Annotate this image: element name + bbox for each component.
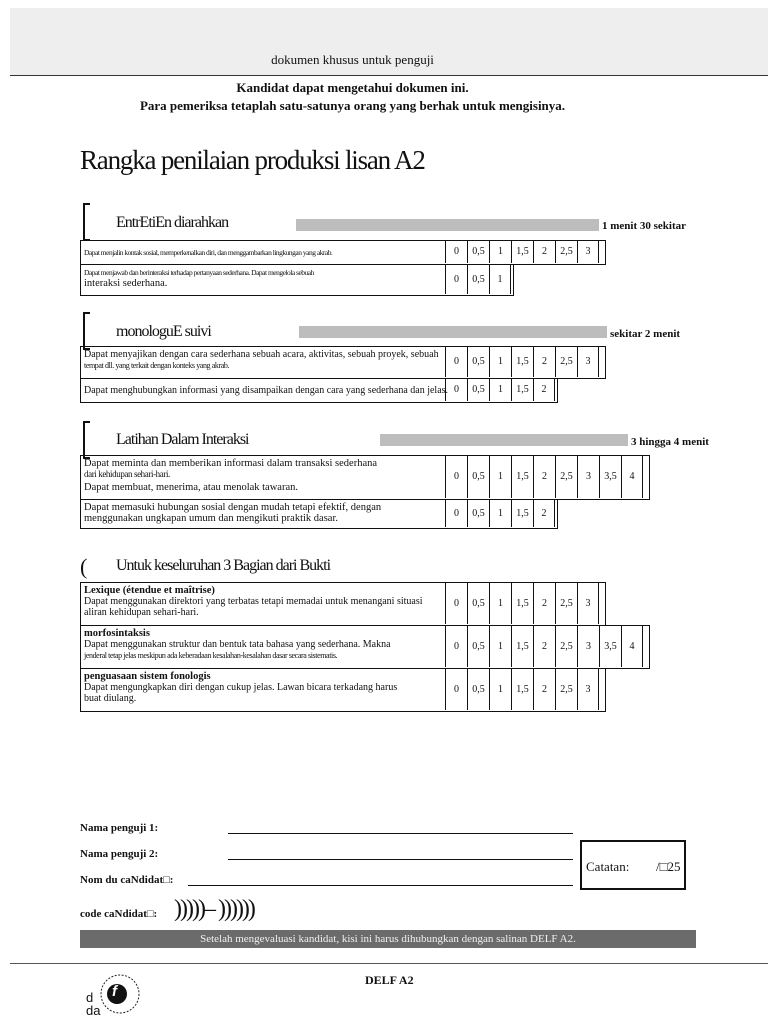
- criterion-text: Dapat memasuki hubungan sosial dengan mudah tetapi efektif, dengan: [84, 502, 382, 513]
- criterion-heading: morfosintaksis: [84, 628, 150, 639]
- score-cell[interactable]: 0,5: [467, 582, 489, 624]
- score-cell[interactable]: 1,5: [511, 378, 533, 401]
- criterion-text: Dapat menghubungkan informasi yang disampaikan dengan cara yang sederhana dan jelas.: [84, 385, 449, 396]
- score-cell[interactable]: 1,5: [511, 499, 533, 527]
- score-cell[interactable]: 4: [621, 455, 643, 498]
- score-cells: [445, 625, 643, 667]
- score-cell[interactable]: 0: [445, 378, 467, 401]
- note-label: Catatan:: [586, 859, 630, 874]
- candidate-code-label: code caNdidat□:: [80, 908, 158, 920]
- header-label: dokumen khusus untuk penguji: [271, 52, 434, 67]
- criterion-text: aliran kehidupan sehari-hari.: [84, 607, 199, 618]
- section-paren: (: [80, 554, 88, 579]
- time-bar: [296, 219, 599, 231]
- criterion-text: Dapat menjalin kontak sosial, memperkenalkan diri, dan menggambarkan lingkungan yang akrab.: [84, 248, 333, 257]
- section-time: 1 menit 30 sekitar: [602, 220, 687, 232]
- score-cell[interactable]: 2,5: [555, 455, 577, 498]
- score-cell[interactable]: 1,5: [511, 582, 533, 624]
- score-cell[interactable]: 0,5: [467, 378, 489, 401]
- score-cell[interactable]: 1,5: [511, 455, 533, 498]
- score-cell[interactable]: 2,5: [555, 346, 577, 377]
- document-title: Rangka penilaian produksi lisan A2: [80, 145, 425, 175]
- score-cell[interactable]: 3: [577, 668, 599, 710]
- score-cell[interactable]: 0: [445, 240, 467, 263]
- score-cell[interactable]: 1: [489, 455, 511, 498]
- score-cell[interactable]: 0: [445, 264, 467, 294]
- criterion-text: Dapat menyajikan dengan cara sederhana sebuah acara, aktivitas, sebuah proyek, sebuah: [84, 349, 439, 360]
- score-box: [580, 840, 686, 890]
- criterion-text: dari kehidupan sehari-hari.: [84, 469, 170, 479]
- score-cell[interactable]: 1: [489, 668, 511, 710]
- criterion-row: [80, 378, 558, 403]
- criterion-text: Dapat menjawab dan berinteraksi terhadap pertanyaan sederhana. Dapat mengelola sebuah: [84, 268, 314, 277]
- score-cell[interactable]: 2: [533, 455, 555, 498]
- criterion-text: buat diulang.: [84, 693, 137, 704]
- score-cells: [445, 499, 555, 527]
- score-cell[interactable]: 1,5: [511, 625, 533, 667]
- section-title: monologuE suivi: [116, 323, 211, 340]
- examiner2-field[interactable]: [228, 859, 573, 860]
- score-cell[interactable]: 3: [577, 240, 599, 263]
- criterion-row: [80, 264, 514, 296]
- score-cell[interactable]: 0,5: [467, 346, 489, 377]
- score-cell[interactable]: 2,5: [555, 625, 577, 667]
- score-cell[interactable]: 0,5: [467, 625, 489, 667]
- criterion-text: Dapat menggunakan struktur dan bentuk tata bahasa yang sederhana. Makna: [84, 639, 391, 650]
- section-title: Untuk keseluruhan 3 Bagian dari Bukti: [116, 557, 331, 574]
- section-time: sekitar 2 menit: [610, 328, 681, 340]
- score-cell[interactable]: 0: [445, 499, 467, 527]
- score-cell[interactable]: 1: [489, 499, 511, 527]
- examiner2-label: Nama penguji 2:: [80, 848, 159, 860]
- score-cells: [445, 582, 599, 624]
- criterion-text: Dapat membuat, menerima, atau menolak tawaran.: [84, 482, 298, 493]
- criterion-row: [80, 582, 606, 626]
- criterion-row: [80, 346, 606, 379]
- score-cell[interactable]: 2: [533, 346, 555, 377]
- score-cell[interactable]: 3: [577, 455, 599, 498]
- score-cell[interactable]: 1: [489, 625, 511, 667]
- criterion-text: Dapat meminta dan memberikan informasi dalam transaksi sederhana: [84, 458, 378, 469]
- score-cell[interactable]: 2,5: [555, 668, 577, 710]
- score-cells: [445, 264, 511, 294]
- score-cell[interactable]: 1,5: [511, 240, 533, 263]
- candidate-code-field[interactable]: )))))– )))))): [174, 896, 254, 922]
- time-bar: [380, 434, 628, 446]
- score-cell[interactable]: 3,5: [599, 455, 621, 498]
- criterion-heading: Lexique (étendue et maîtrise): [84, 585, 215, 596]
- score-cell[interactable]: 2: [533, 668, 555, 710]
- score-cell[interactable]: 1: [489, 378, 511, 401]
- note-total[interactable]: /□25: [656, 859, 681, 874]
- score-cell[interactable]: 2,5: [555, 582, 577, 624]
- score-cell[interactable]: 1: [489, 240, 511, 263]
- examiner1-field[interactable]: [228, 833, 573, 834]
- score-cell[interactable]: 3: [577, 582, 599, 624]
- score-cell[interactable]: 1,5: [511, 346, 533, 377]
- logo-letter: f: [112, 983, 117, 1000]
- section-time: 3 hingga 4 menit: [631, 436, 709, 448]
- score-cell[interactable]: 0: [445, 582, 467, 624]
- criterion-text: tempat dll. yang terkait dengan konteks yang akrab.: [84, 361, 230, 370]
- score-cell[interactable]: 3,5: [599, 625, 621, 667]
- criterion-heading: penguasaan sistem fonologis: [84, 671, 211, 682]
- criterion-text: Dapat menggunakan direktori yang terbatas tetapi memadai untuk menangani situasi: [84, 596, 423, 607]
- notice-line-1: Kandidat dapat mengetahui dokumen ini.: [236, 80, 469, 95]
- score-cell[interactable]: 3: [577, 346, 599, 377]
- time-bar: [299, 326, 607, 338]
- instruction-bar: Setelah mengevaluasi kandidat, kisi ini harus dihubungkan dengan salinan DELF A2.: [80, 930, 696, 948]
- score-cell[interactable]: 2: [533, 499, 555, 527]
- criterion-row: [80, 240, 606, 265]
- score-cells: [445, 455, 643, 498]
- criterion-text: menggunakan ungkapan umum dan mengikuti praktik dasar.: [84, 513, 338, 524]
- score-cell[interactable]: 2: [533, 625, 555, 667]
- score-cell[interactable]: 0,5: [467, 240, 489, 263]
- candidate-name-label: Nom du caNdidat□:: [80, 874, 174, 886]
- score-cells: [445, 240, 599, 263]
- score-cell[interactable]: 2: [533, 378, 555, 401]
- notice-line-2: Para pemeriksa tetaplah satu-satunya orang yang berhak untuk mengisinya.: [139, 98, 566, 113]
- criterion-row: [80, 455, 650, 500]
- section-title: EntrEtiEn diarahkan: [116, 214, 229, 231]
- criterion-text: Dapat mengungkapkan diri dengan cukup jelas. Lawan bicara terkadang harus: [84, 682, 398, 693]
- section-bracket: [83, 203, 90, 241]
- score-cell[interactable]: 0,5: [467, 668, 489, 710]
- score-cell[interactable]: 0: [445, 668, 467, 710]
- svg-text:da: da: [86, 1003, 101, 1016]
- score-cell[interactable]: 2: [533, 240, 555, 263]
- score-cell[interactable]: 2: [533, 582, 555, 624]
- score-cell[interactable]: 0,5: [467, 455, 489, 498]
- score-cell[interactable]: 0,5: [467, 499, 489, 527]
- criterion-text: interaksi sederhana.: [84, 278, 168, 289]
- candidate-name-field[interactable]: [188, 885, 573, 886]
- section-title: Latihan Dalam Interaksi: [116, 431, 249, 448]
- criterion-row: [80, 499, 558, 529]
- score-cells: [445, 668, 599, 710]
- score-cell[interactable]: 3: [577, 625, 599, 667]
- score-cell[interactable]: 1: [489, 582, 511, 624]
- score-cell[interactable]: 0: [445, 346, 467, 377]
- score-cell[interactable]: 0: [445, 455, 467, 498]
- section-bracket: [83, 421, 90, 459]
- footer-label: DELF A2: [365, 973, 414, 987]
- criterion-row: [80, 625, 650, 669]
- score-cell[interactable]: 0: [445, 625, 467, 667]
- section-bracket: [83, 312, 90, 350]
- score-cell[interactable]: 0,5: [467, 264, 489, 294]
- criterion-text: jenderal tetap jelas meskipun ada keberadaan kesalahan-kesalahan dasar secara sistematis.: [84, 651, 338, 660]
- score-cells: [445, 346, 599, 377]
- examiner1-label: Nama penguji 1:: [80, 822, 159, 834]
- criterion-row: [80, 668, 606, 712]
- score-cell[interactable]: 1: [489, 346, 511, 377]
- score-cell[interactable]: 1: [489, 264, 511, 294]
- score-cell[interactable]: 2,5: [555, 240, 577, 263]
- score-cell[interactable]: 1,5: [511, 668, 533, 710]
- svg-text:d: d: [86, 990, 94, 1005]
- footer-divider: [10, 963, 768, 964]
- score-cell[interactable]: 4: [621, 625, 643, 667]
- score-cells: [445, 378, 555, 401]
- logo-icon: [84, 970, 140, 1016]
